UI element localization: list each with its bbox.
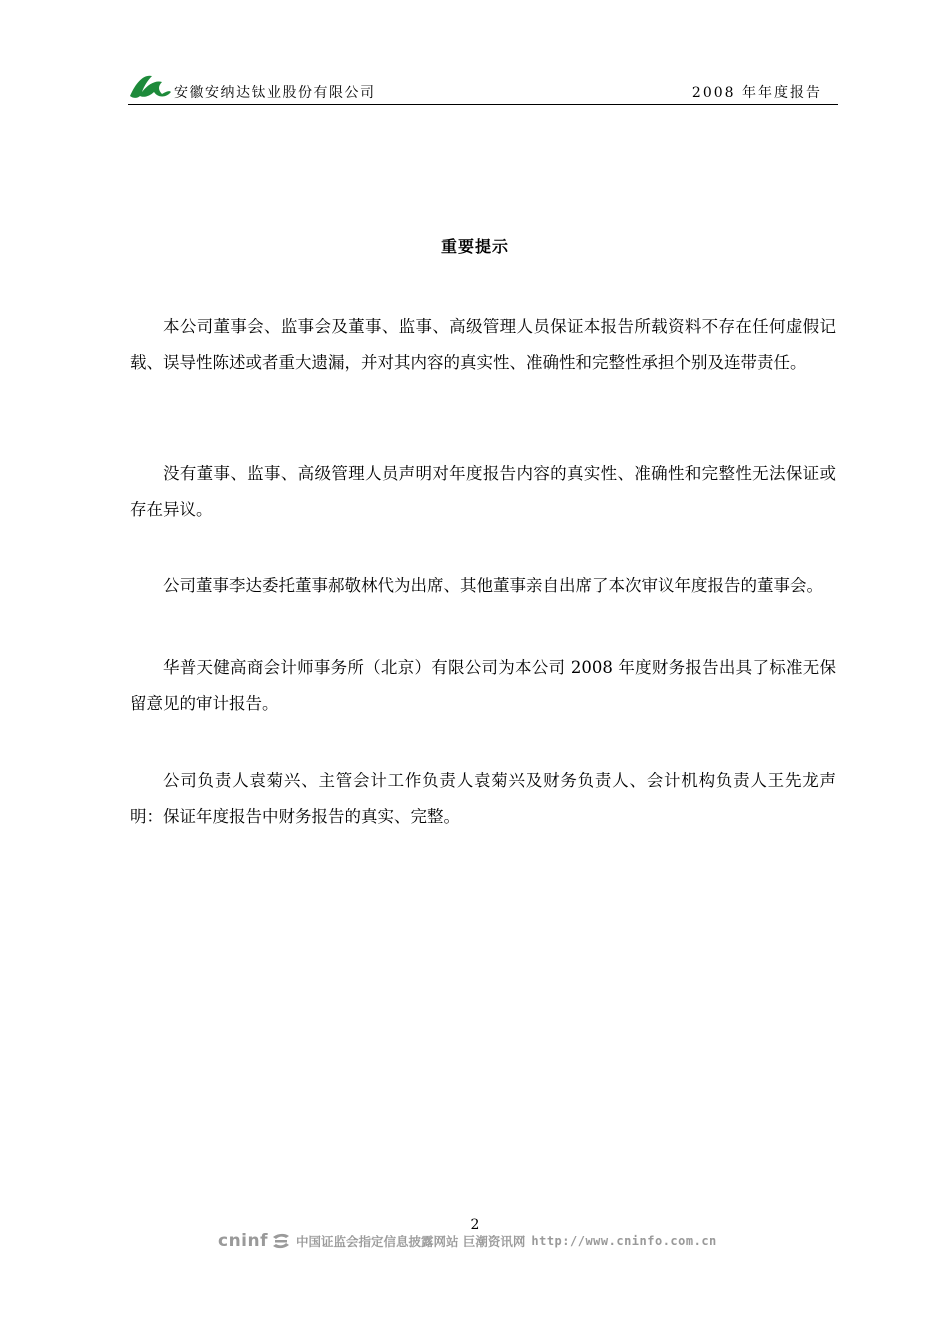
paragraph-3: 公司董事李达委托董事郝敬林代为出席、其他董事亲自出席了本次审议年度报告的董事会。 xyxy=(163,576,823,595)
document-heading: 重要提示 xyxy=(440,237,509,256)
cninfo-logo-icon xyxy=(270,1232,292,1250)
paragraph-5: 公司负责人袁菊兴、主管会计工作负责人袁菊兴及财务负责人、会计机构负责人王先龙声明：保证年度报告中财务报告的真实、完整。 xyxy=(130,771,836,826)
footer-brand: cninf xyxy=(218,1231,269,1251)
paragraph-4: 华普天健高商会计师事务所（北京）有限公司为本公司 2008 年度财务报告出具了标准无保留意见的审计报告。 xyxy=(130,658,836,713)
leaf-logo-icon xyxy=(128,72,172,100)
footer-site-text: 中国证监会指定信息披露网站 巨潮资讯网 xyxy=(296,1234,526,1249)
page-footer xyxy=(218,1230,717,1252)
page-header xyxy=(128,70,838,105)
company-name: 安徽安纳达钛业股份有限公司 xyxy=(174,85,376,101)
page-number: 2 xyxy=(470,1217,480,1233)
paragraph-1: 本公司董事会、监事会及董事、监事、高级管理人员保证本报告所载资料不存在任何虚假记载、误导性陈述或者重大遗漏，并对其内容的真实性、准确性和完整性承担个别及连带责任。 xyxy=(130,317,836,372)
paragraph-2: 没有董事、监事、高级管理人员声明对年度报告内容的真实性、准确性和完整性无法保证或存在异议。 xyxy=(130,464,836,519)
footer-url[interactable]: http://www.cninfo.com.cn xyxy=(531,1234,717,1248)
report-title: 2008 年年度报告 xyxy=(691,85,822,101)
